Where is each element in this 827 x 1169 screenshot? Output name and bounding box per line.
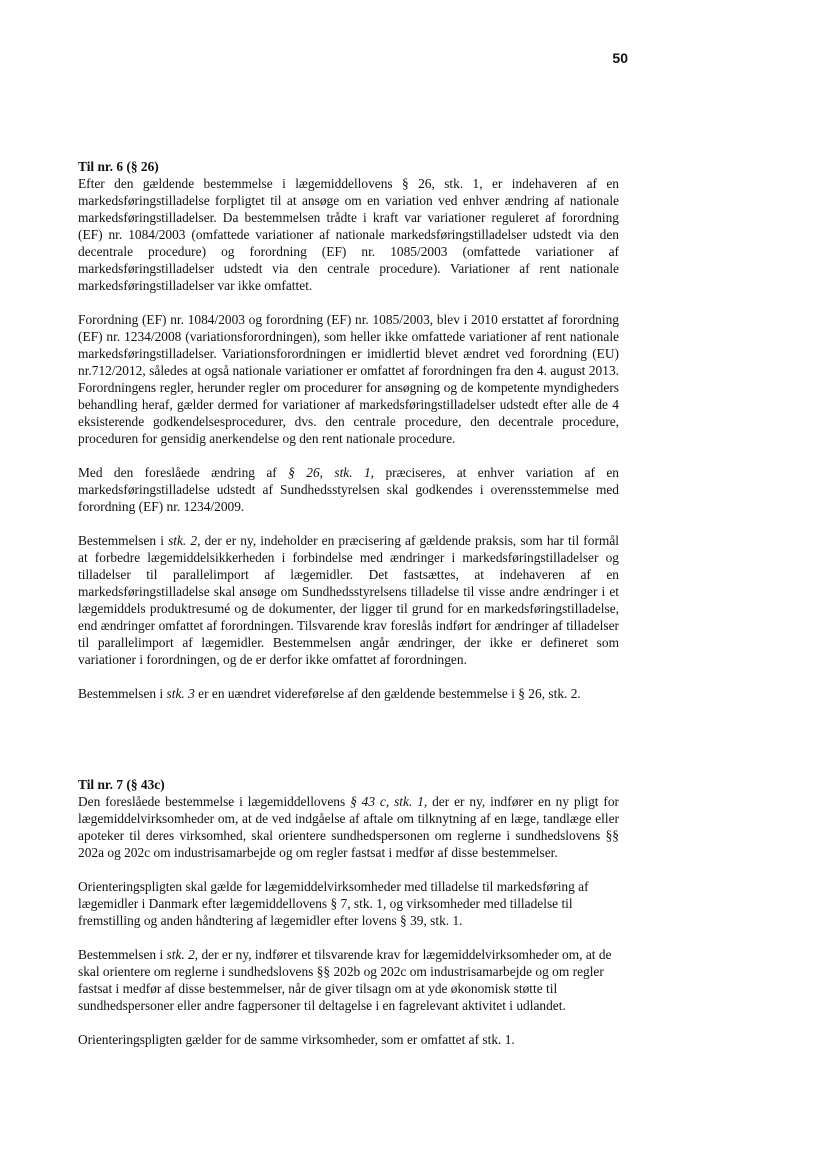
section-heading: Til nr. 7 (§ 43c) [78,777,165,792]
paragraph-text: der er ny, indeholder en præcisering af gældende praksis, som har til formål at forbedre lægemiddelsikkerheden i forbindelse med ændringer i markedsføringstilladelser og tilladelser til parallelimport af lægemidler. Det fastsættes, at indehaveren af en markedsføringstilladelse skal ansøge om Sundhedsstyrelsens tilladelse til visse andre ændringer i et lægemiddels produktresumé og de dokumenter, der ligger til grund for en markedsføringstilladelse, end ændringer omfattet af forordningen. Tilsvarende krav foreslås indført for ændringer af tilladelser til parallelimport af lægemidler. Bestemmelsen angår ændringer, der ikke er defineret som variationer i forordningen, og de er derfor ikke omfattet af forordningen. [78,533,620,667]
law-reference: stk. 2 [166,947,195,962]
paragraph-text: der er ny, indfører en ny pligt for lægemiddelvirksomheder om, at de ved indgåelse af aftale om tilknytning af en læge, tandlæge eller apoteker til deres virksomhed, skal orientere sundhedspersonen om reglerne i sundhedslovens §§ 202a og 202c om industrisamarbejde og om regler fastsat i medfør af disse bestemmelser. [78,794,619,860]
paragraph [78,946,619,1014]
paragraph-text: er en uændret videreførelse af den gældende bestemmelse i § 26, stk. 2. [194,686,581,701]
paragraph [78,793,619,861]
paragraph: Orienteringspligten gælder for de samme virksomheder, som er omfattet af stk. 1. [78,1032,515,1047]
paragraph: Orienteringspligten skal gælde for lægemiddelvirksomheder med tilladelse til markedsføring af lægemidler i Danmark efter lægemiddellovens § 7, stk. 1, og virksomheder med tilladelse til fremstilling og anden håndtering af lægemidler efter lovens § 39, stk. 1. [78,879,589,928]
law-reference: § 26, stk. 1, [288,465,375,480]
section-til-nr-7 [78,776,619,1048]
paragraph: Efter den gældende bestemmelse i lægemiddellovens § 26, stk. 1, er indehaveren af en markedsføringstilladelse forpligtet til at ansøge om en variation ved enhver ændring af nationale markedsføringstilladelser. Da bestemmelsen trådte i kraft var variationer reguleret af forordning (EF) nr. 1084/2003 (omfattede variationer af nationale markedsføringstilladelser udstedt via den decentrale procedure) og forordning (EF) nr. 1085/2003 (omfattede variationer af markedsføringstilladelser udstedt via den centrale procedure). Variationer af rent nationale markedsføringstilladelser var ikke omfattet. [78,176,619,293]
paragraph-text: Med den foreslåede ændring af [78,465,289,480]
paragraph-text: Bestemmelsen i [78,533,169,548]
paragraph-text: Bestemmelsen i [78,686,167,701]
paragraph [78,464,619,515]
section-heading: Til nr. 6 (§ 26) [78,159,159,174]
law-reference: stk. 3 [166,686,195,701]
law-reference: stk. 2, [168,533,201,548]
paragraph [78,532,619,668]
section-til-nr-6 [78,158,619,702]
law-reference: § 43 c, stk. 1, [350,794,428,809]
paragraph-text: Bestemmelsen i [78,947,167,962]
paragraph-text: , der er ny, indfører et tilsvarende krav for lægemiddelvirksomheder om, at de skal orientere om reglerne i sundhedslovens §§ 202b og 202c om industrisamarbejde og om regler fastsat i medfør af disse bestemmelser, når de giver tilsagn om at yde økonomisk støtte til sundhedspersoner eller andre fagpersoner til deltagelse i en fagrelevant aktivitet i udlandet. [78,947,612,1013]
paragraph [78,685,619,702]
paragraph-text: præciseres, at enhver variation af en markedsføringstilladelse udstedt af Sundhedsstyrelsen skal godkendes i overensstemmelse med forordning (EF) nr. 1234/2009. [78,465,619,514]
paragraph: Forordning (EF) nr. 1084/2003 og forordning (EF) nr. 1085/2003, blev i 2010 erstattet af forordning (EF) nr. 1234/2008 (variationsforordningen), som heller ikke omfattede variationer af rent nationale markedsføringstilladelser. Variationsforordningen er imidlertid blevet ændret ved forordning (EU) nr.712/2012, således at også nationale variationer er omfattet af forordningen fra den 4. august 2013. Forordningens regler, herunder regler om procedurer for ansøgning og de kompetente myndigheders behandling heraf, gælder dermed for variationer af markedsføringstilladelser udstedt efter alle de 4 eksisterende godkendelsesprocedurer, dvs. den centrale procedure, den decentrale procedure, proceduren for gensidig anerkendelse og den rent nationale procedure. [78,312,619,446]
page-number: 50 [612,50,628,66]
paragraph-text: Den foreslåede bestemmelse i lægemiddellovens [78,794,351,809]
